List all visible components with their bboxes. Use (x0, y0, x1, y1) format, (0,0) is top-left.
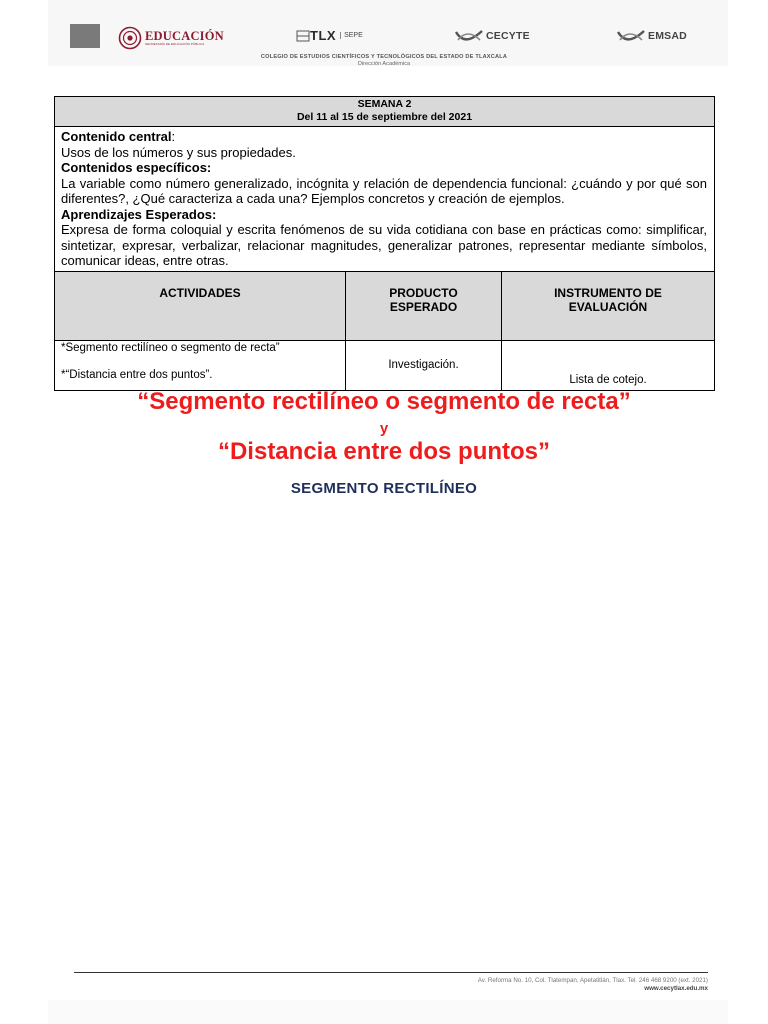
cecyte-swoosh-icon (454, 28, 484, 44)
learning-text: Expresa de forma coloquial y escrita fenómenos de su vida cotidiana con base en prácticas como: simplificar, sintetizar, expresar, verbalizar, relacionar magnitudes, generalizar patrones, representar mediante símbolos, comunicar ideas, entre otras. (61, 222, 707, 268)
activities-cell (55, 340, 346, 390)
educacion-seal-icon (118, 26, 142, 50)
product-header-line2: ESPERADO (389, 299, 458, 314)
college-name: COLEGIO DE ESTUDIOS CIENTÍFICOS Y TECNOLÓGICOS DEL ESTADO DE TLAXCALA (260, 54, 508, 60)
instrument-header-line2: EVALUACIÓN (568, 299, 648, 314)
gov-logo-block (70, 24, 100, 48)
footer-divider (74, 972, 708, 973)
cecyte-logo (454, 28, 530, 44)
educacion-logo-subtext: SECRETARÍA DE EDUCACIÓN PÚBLICA (145, 42, 205, 47)
sepe-logo-text: SEPE (340, 32, 363, 39)
product-header-line1: PRODUCTO (389, 285, 458, 300)
instrument-header-line1: INSTRUMENTO DE (554, 285, 662, 300)
footer-band (48, 1000, 728, 1024)
instrument-column-header (502, 271, 715, 340)
central-content-colon: : (171, 129, 176, 144)
emsad-swoosh-icon (616, 28, 646, 44)
week-title: SEMANA 2 (357, 98, 412, 110)
specific-content-text: La variable como número generalizado, incógnita y relación de dependencia funcional: ¿cuándo y por qué son diferentes?, ¿Qué caracteriza a cada una? Ejemplos concretos y creación de ejemplos. (61, 175, 707, 206)
week-dates: Del 11 al 15 de septiembre del 2021 (296, 111, 473, 123)
table-row (55, 340, 715, 390)
footer-website: www.cecytlax.edu.mx (644, 985, 708, 992)
main-title-line1: “Segmento rectilíneo o segmento de recta” (137, 388, 631, 415)
section-title: SEGMENTO RECTILÍNEO (290, 480, 478, 497)
emsad-logo-text: EMSAD (648, 30, 687, 42)
product-cell: Investigación. (346, 340, 502, 390)
learning-label: Aprendizajes Esperados: (61, 206, 217, 222)
academic-direction: Dirección Académica (357, 61, 411, 67)
instrument-cell: Lista de cotejo. (502, 340, 715, 390)
activity-item: *Segmento rectilíneo o segmento de recta” (61, 341, 280, 354)
emsad-logo (616, 28, 687, 44)
educacion-logo (118, 26, 224, 50)
specific-content-label: Contenidos específicos: (61, 160, 212, 175)
central-content-text: Usos de los números y sus propiedades. (61, 144, 296, 160)
main-title-line2: “Distancia entre dos puntos” (217, 438, 551, 465)
title-connector: y (379, 420, 389, 437)
activities-header-text: ACTIVIDADES (159, 285, 241, 300)
activity-item: *“Distancia entre dos puntos”. (61, 368, 213, 381)
footer-address: Av. Reforma No. 10, Col. Tlatempan, Apetatitlán, Tlax. Tel. 246 468 9200 (ext. 2021) (477, 977, 708, 984)
educacion-logo-text: EDUCACIÓN (145, 28, 224, 43)
tlx-emblem-icon (296, 30, 310, 42)
week-plan-table (54, 96, 715, 391)
week-header (55, 97, 715, 127)
content-block (55, 127, 715, 272)
tlx-logo-text: TLX (310, 28, 337, 43)
product-column-header (346, 271, 502, 340)
tlx-sepe-logo (296, 28, 363, 43)
cecyte-logo-text: CECYTE (486, 30, 530, 42)
central-content-label: Contenido central (61, 129, 172, 144)
activities-column-header (55, 271, 346, 340)
